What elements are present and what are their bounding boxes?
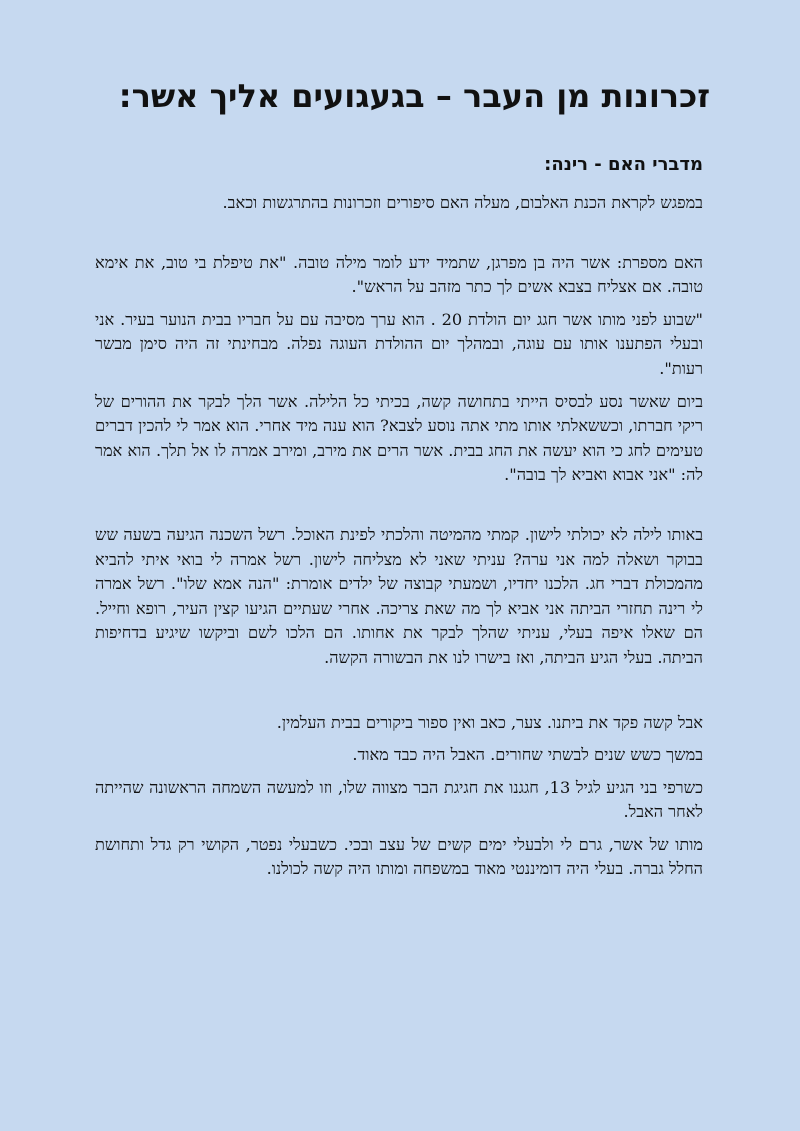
section-subtitle: מדברי האם - רינה: xyxy=(544,154,703,175)
paragraph-mourning: אבל קשה פקד את ביתנו. צער, כאב ואין ספור ביקורים בבית העלמין. xyxy=(276,712,703,732)
paragraph-bar-mitzvah: כשרפי בני הגיע לגיל 13, חגגנו את חגיגת הבר מצווה שלו, וזו למעשה השמחה הראשונה שהייתה לאחר האבל. xyxy=(95,777,704,822)
document-title: זכרונות מן העבר – בגעגועים אליך אשר: xyxy=(118,77,710,115)
document-page xyxy=(95,0,710,1131)
paragraph-mother-tells: האם מספרת: אשר היה בן מפרגן, שתמיד ידע לומר מילה טובה. "את טיפלת בי טוב, את אימא טובה. אם אצליח בצבא אשים לך כתר מזהב על הראש". xyxy=(95,252,703,297)
body-text xyxy=(95,191,703,890)
paragraph-intro: במפגש לקראת הכנת האלבום, מעלה האם סיפורים וזכרונות בהתרגשות וכאב. xyxy=(222,193,703,212)
paragraph-six-years: במשך כשש שנים לבשתי שחורים. האבל היה כבד מאוד. xyxy=(352,745,703,765)
paragraph-birthday: "שבוע לפני מותו אשר חגג יום הולדת 20 . הוא ערך מסיבה עם על חבריו בבית הנוער בעיר. אני ובעלי הפתענו אותו עם עוגה, ובמהלך יום ההולדת העוגה נפלה. מבחינתי זה היה סימן מבשר רעות". xyxy=(95,309,703,378)
paragraph-base-day: ביום שאשר נסע לבסיס הייתי בתחושה קשה, בכיתי כל הלילה. אשר הלך לבקר את ההורים של ריקי חברתו, וכששאלתי אותו מתי אתה נוסע לצבא? הוא ענה מיד אחרי. הוא אמר לי להכין דברים טעימים לחג כי הוא יעשה את החג בבית. אשר הרים את מירב, ומירב אמרה לו אל תלך. הוא אמר לה: "אני אבוא ואביא לך בובה". xyxy=(95,391,703,485)
paragraph-that-night: באותו לילה לא יכולתי לישון. קמתי מהמיטה והלכתי לפינת האוכל. רשל השכנה הגיעה בשעה שש בבוקר ושאלה למה אני ערה? עניתי שאני לא מצליחה לישון. רשל אמרה לי בואי איתי להביא מהמכולת דברי חג. הלכנו יחדיו, ושמעתי קבוצה של ילדים אומרת: "הנה אמא שלו". רשל אמרה לי רינה תחזרי הביתה אני אביא לך מה שאת צריכה. אחרי שעתיים הגיעו קצין העיר, רופא וחייל. הם שאלו איפה בעלי, עניתי שהלך לבקר את אחותו. הם הלכו לשם וביקשו שיגיע בדחיפות הביתה. בעלי הגיע הביתה, ואז בישרו לנו את הבשורה הקשה. xyxy=(95,524,703,667)
paragraph-closing: מותו של אשר, גרם לי ולבעלי ימים קשים של עצב ובכי. כשבעלי נפטר, הקושי רק גדל ותחושת החלל גברה. בעלי היה דומיננטי מאוד במשפחה ומותו היה קשה לכולנו. xyxy=(95,834,703,879)
